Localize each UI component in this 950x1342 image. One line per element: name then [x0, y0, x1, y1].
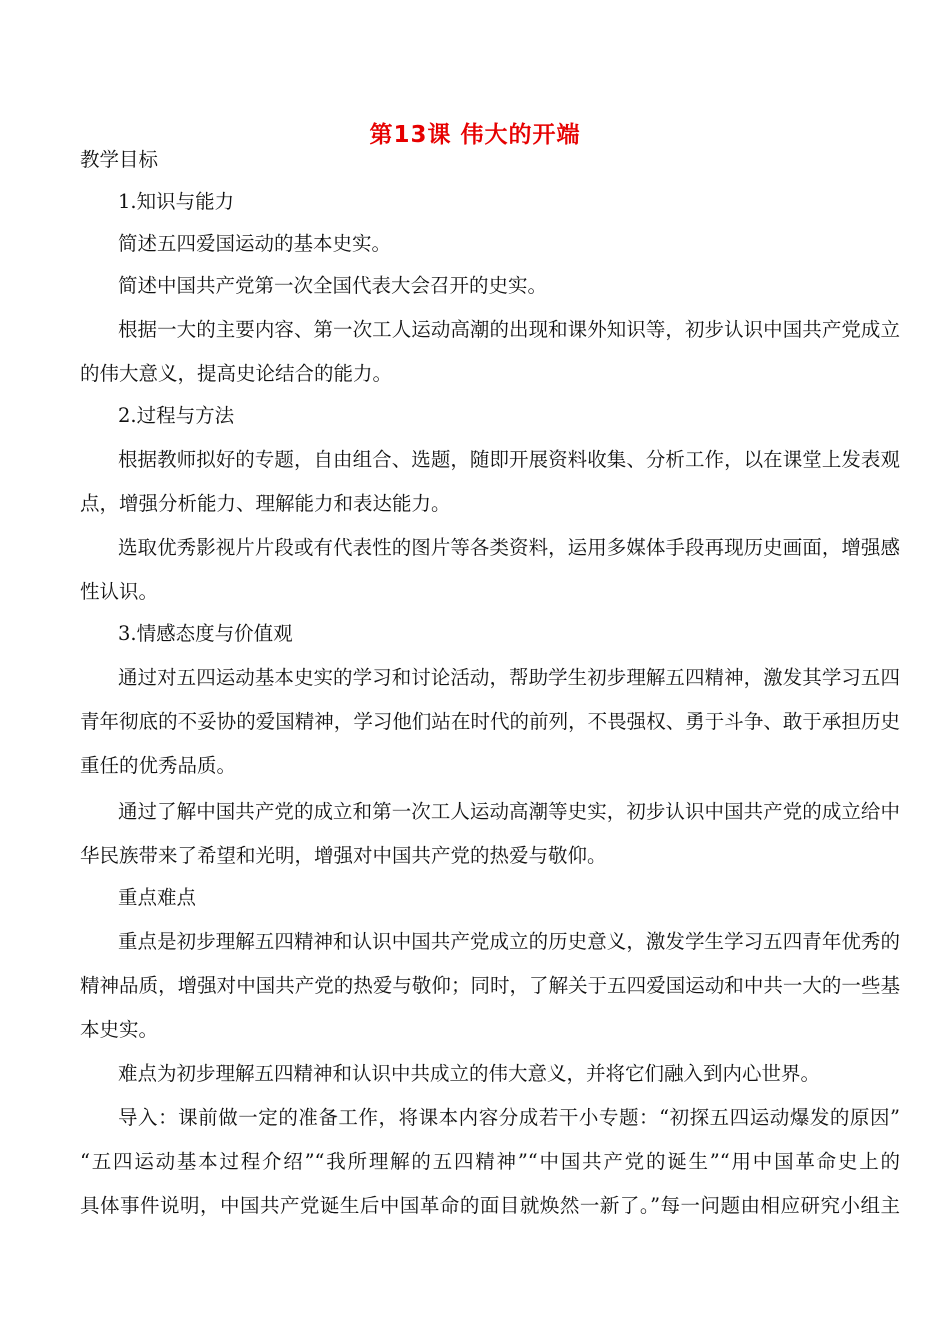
section-heading-key-difficult-points: 重点难点	[118, 886, 197, 909]
paragraph-line: 华民族带来了希望和光明，增强对中国共产党的热爱与敬仰。	[80, 844, 607, 867]
paragraph-line: 点，增强分析能力、理解能力和表达能力。	[80, 492, 451, 515]
paragraph-line: 根据一大的主要内容、第一次工人运动高潮的出现和课外知识等，初步认识中国共产党成立	[118, 318, 900, 341]
paragraph-line: 导入：课前做一定的准备工作，将课本内容分成若干小专题：“初探五四运动爆发的原因”	[118, 1106, 900, 1129]
paragraph-line: 难点为初步理解五四精神和认识中共成立的伟大意义，并将它们融入到内心世界。	[118, 1062, 821, 1085]
paragraph-line: 性认识。	[80, 580, 159, 603]
paragraph-line: 简述中国共产党第一次全国代表大会召开的史实。	[118, 274, 548, 297]
paragraph-line: “五四运动基本过程介绍”“我所理解的五四精神”“中国共产党的诞生”“用中国革命史上的	[80, 1150, 900, 1173]
section-heading-teaching-goals: 教学目标	[80, 148, 159, 171]
subheading-process-method: 2.过程与方法	[118, 404, 235, 427]
paragraph-line: 选取优秀影视片片段或有代表性的图片等各类资料，运用多媒体手段再现历史画面，增强感	[118, 536, 900, 559]
paragraph-line: 通过了解中国共产党的成立和第一次工人运动高潮等史实，初步认识中国共产党的成立给中	[118, 800, 900, 823]
subheading-attitude-values: 3.情感态度与价值观	[118, 622, 293, 645]
paragraph-line: 的伟大意义，提高史论结合的能力。	[80, 362, 393, 385]
subheading-knowledge-ability: 1.知识与能力	[118, 190, 235, 213]
lesson-title: 第13课 伟大的开端	[369, 122, 581, 148]
paragraph-line: 本史实。	[80, 1018, 159, 1041]
paragraph-line: 重任的优秀品质。	[80, 754, 237, 777]
paragraph-line: 简述五四爱国运动的基本史实。	[118, 232, 392, 255]
paragraph-line: 精神品质，增强对中国共产党的热爱与敬仰；同时，了解关于五四爱国运动和中共一大的一些基	[80, 974, 900, 997]
paragraph-line: 具体事件说明，中国共产党诞生后中国革命的面目就焕然一新了。”每一问题由相应研究小组主	[80, 1194, 900, 1217]
paragraph-line: 重点是初步理解五四精神和认识中国共产党成立的历史意义，激发学生学习五四青年优秀的	[118, 930, 900, 953]
paragraph-line: 通过对五四运动基本史实的学习和讨论活动，帮助学生初步理解五四精神，激发其学习五四	[118, 666, 900, 689]
paragraph-line: 青年彻底的不妥协的爱国精神，学习他们站在时代的前列，不畏强权、勇于斗争、敢于承担历史	[80, 710, 900, 733]
paragraph-line: 根据教师拟好的专题，自由组合、选题，随即开展资料收集、分析工作，以在课堂上发表观	[118, 448, 900, 471]
